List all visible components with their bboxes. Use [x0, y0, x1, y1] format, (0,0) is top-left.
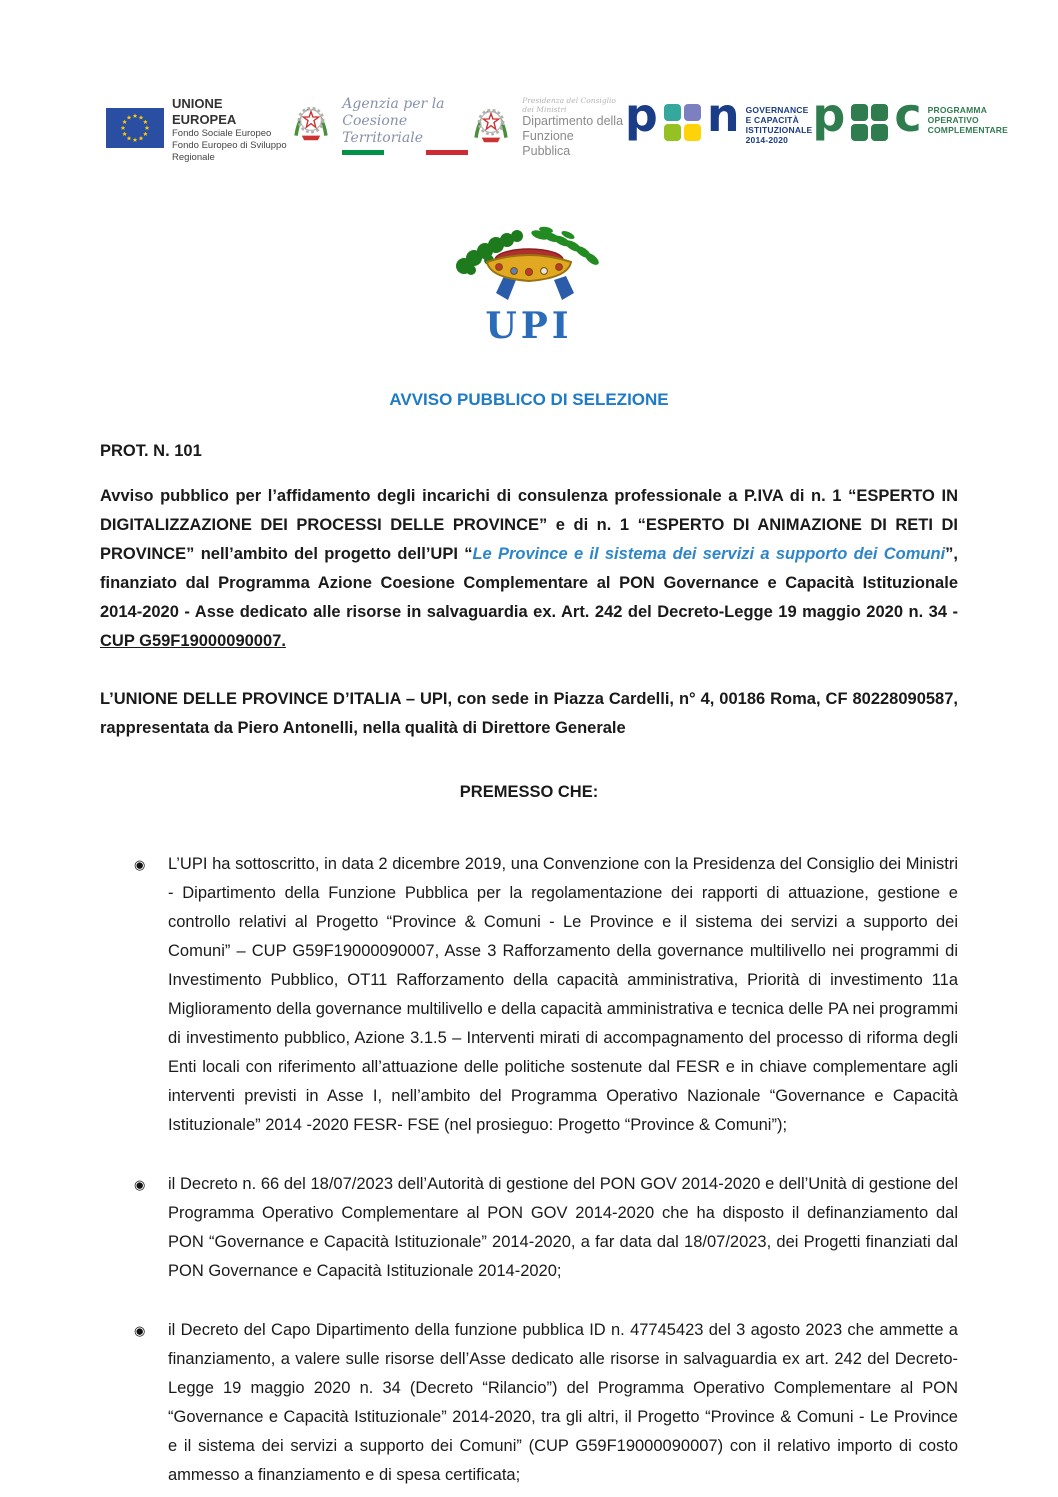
dipartimento-line2: Funzione Pubblica — [522, 129, 574, 158]
poc-caption-line3: COMPLEMENTARE — [927, 125, 1008, 135]
pon-caption — [746, 105, 813, 145]
upi-logo-text: UPI — [485, 305, 573, 347]
list-item-text: il Decreto del Capo Dipartimento della funzione pubblica ID n. 47745423 del 3 agosto 2023 che ammette a finanziamento, a valere sulle risorse dell’Asse dedicato alle risorse in salvaguardia ex art. 242 del Decreto-Legge 19 maggio 2020 n. 34 (Decreto “Rilancio”) del Programma Operativo Complementare al PON “Governance e Capacità Istituzionale” 2014-2020, tra gli altri, il Progetto “Province & Comuni - Le Province e il sistema dei servizi a supporto dei Comuni” (CUP G59F19000090007) con il relativo importo di costo ammesso a finanziamento e di spesa certificata; — [168, 1321, 958, 1484]
poc-squares-icon — [851, 104, 888, 141]
header-logos-row — [106, 88, 1008, 164]
project-title-highlight: Le Province e il sistema dei servizi a supporto dei Comuni — [472, 545, 946, 563]
funzione-pubblica-logo — [468, 96, 625, 159]
list-item-text: L’UPI ha sottoscritto, in data 2 dicembre 2019, una Convenzione con la Presidenza del Consiglio dei Ministri - Dipartimento della Funzione Pubblica per la regolamentazione dei rapporti di attuazione, gestione e controllo relativi al Progetto “Province & Comuni - Le Province e il sistema dei servizi a supporto dei Comuni” – CUP G59F19000090007, Asse 3 Rafforzamento della governance multilivello nei programmi di Investimento Pubblico, OT11 Rafforzamento della capacità amministrativa, Priorità di investimento 11a Miglioramento della governance multilivello e della capacità amministrativa e tecnica delle PA nei programmi di investimento pubblico, Azione 3.1.5 – Interventi mirati di accompagnamento del processo di riforma degli Enti locali con riferimento all’attuazione delle politiche sostenute dal FESR e in chiave complementare agli interventi previsti in Asse I, nell’ambito del Programma Operativo Nazionale “Governance e Capacità Istituzionale” 2014 -2020 FESR- FSE (nel prosieguo: Progetto “Province & Comuni”); — [168, 855, 958, 1134]
agenzia-line2: Coesione Territoriale — [342, 113, 424, 146]
eu-line2: Fondo Europeo di Sviluppo Regionale — [172, 140, 287, 163]
pon-caption-line4: 2014-2020 — [745, 135, 789, 145]
agenzia-logo-text — [342, 96, 468, 155]
intro-part1: Avviso pubblico per l’affidamento degli incarichi di consulenza professionale a P.IVA di n. 1 “ESPERTO IN DIGITALIZZAZIONE DEI PROCESSI DELLE PROVINCE” e di n. 1 “ESPERTO DI ANIMAZIONE DI RETI DI PROVINCE” nell’ambito del progetto dell’UPI “ — [100, 487, 958, 563]
eu-logo — [106, 96, 288, 164]
pon-letter-n: n — [706, 88, 740, 142]
list-item — [100, 850, 958, 1140]
intro-paragraph — [100, 482, 958, 656]
pon-logo — [624, 88, 813, 145]
page-title: AVVISO PUBBLICO DI SELEZIONE — [389, 390, 669, 409]
intro-part2: ”, finanziato dal Programma Azione Coesione Complementare al PON Governance e Capacità Istituzionale 2014-2020 - Asse dedicato alle risorse in salvaguardia ex. Art. 242 del Decreto-Legge 19 maggio 2020 n. 34 - — [100, 545, 959, 621]
dipartimento-line1: Dipartimento della — [522, 114, 624, 128]
eu-flag-icon — [106, 108, 164, 153]
presidenza-script-line: Presidenza del Consiglio dei Ministri — [522, 96, 616, 114]
cup-code: CUP G59F19000090007. — [100, 632, 286, 650]
agenzia-coesione-logo — [288, 96, 468, 155]
list-item — [100, 1316, 958, 1490]
bullet-icon: ◉ — [134, 1177, 146, 1192]
bullet-icon: ◉ — [134, 857, 146, 872]
entity-paragraph: L’UNIONE DELLE PROVINCE D’ITALIA – UPI, con sede in Piazza Cardelli, n° 4, 00186 Roma, CF 80228090587, rappresentata da Piero Antonelli, nella qualità di Direttore Generale — [100, 690, 958, 737]
eu-line1: Fondo Sociale Europeo — [172, 128, 272, 139]
italian-emblem-icon — [468, 102, 514, 153]
document-content — [100, 390, 958, 1497]
bullet-icon: ◉ — [134, 1323, 146, 1338]
pon-letter-p: p — [624, 88, 658, 142]
pon-caption-line1: GOVERNANCE — [745, 105, 809, 115]
poc-letter-c: c — [894, 88, 922, 142]
poc-caption-line1: PROGRAMMA — [927, 105, 988, 115]
agenzia-line1: Agenzia per la — [342, 96, 445, 112]
premesso-heading: PREMESSO CHE: — [459, 783, 599, 801]
pon-caption-line3: ISTITUZIONALE — [745, 125, 813, 135]
list-item — [100, 1170, 958, 1286]
eu-logo-text — [172, 96, 288, 164]
eu-title: UNIONE EUROPEA — [172, 96, 237, 127]
premesso-list — [100, 850, 958, 1490]
italian-emblem-icon — [288, 100, 334, 151]
italian-tricolor-bar — [342, 150, 468, 155]
upi-logo — [0, 208, 1058, 347]
poc-letter-p: p — [812, 88, 846, 142]
pon-squares-icon — [664, 104, 701, 141]
pon-caption-line2: E CAPACITÀ — [745, 115, 799, 125]
list-item-text: il Decreto n. 66 del 18/07/2023 dell’Autorità di gestione del PON GOV 2014-2020 e dell’Unità di gestione del Programma Operativo Complementare al PON GOV 2014-2020 che ha disposto il definanziamento dal PON “Governance e Capacità Istituzionale” 2014-2020, a far data dal 18/07/2023, dei Progetti finanziati dal PON Governance e Capacità Istituzionale 2014-2020; — [168, 1175, 958, 1280]
poc-caption-line2: OPERATIVO — [927, 115, 979, 125]
protocol-number: PROT. N. 101 — [100, 442, 202, 460]
poc-logo — [812, 88, 1008, 142]
poc-caption — [928, 105, 1008, 135]
funzione-pubblica-text — [522, 96, 625, 159]
